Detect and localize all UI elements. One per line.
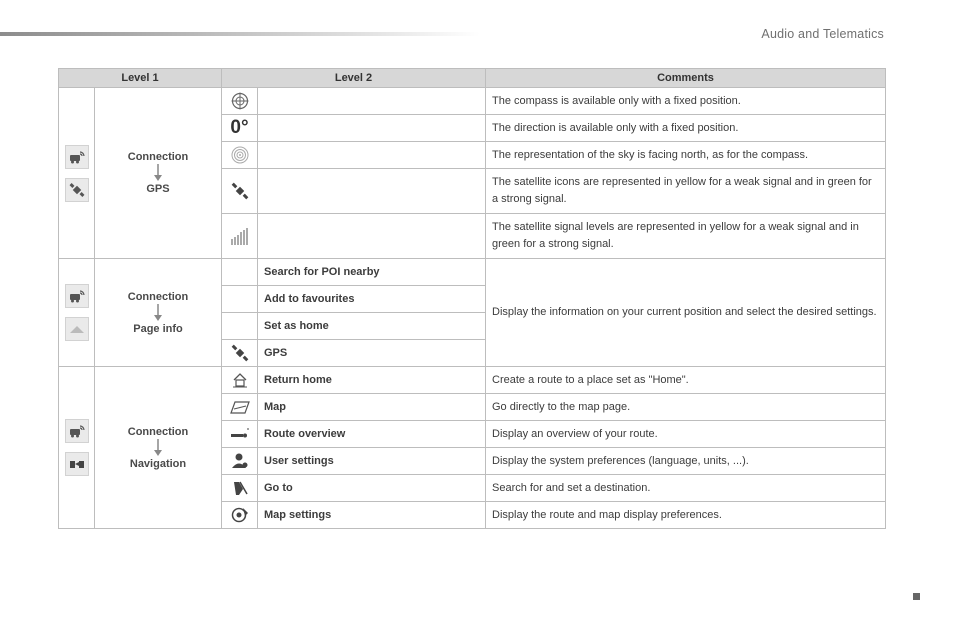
level2-label: Map settings — [258, 502, 486, 529]
level2-label — [258, 115, 486, 142]
level1-icons — [59, 367, 95, 529]
comment-cell: The direction is available only with a fixed position. — [486, 115, 886, 142]
level2-label — [258, 88, 486, 115]
empty-icon-cell — [222, 286, 258, 313]
map-icon — [222, 394, 258, 421]
satellite-icon — [222, 169, 258, 214]
table-row — [59, 88, 886, 115]
level2-label: GPS — [258, 340, 486, 367]
car-wifi-icon — [65, 145, 89, 169]
level1-label-bottom: GPS — [146, 183, 170, 195]
level2-label: Route overview — [258, 421, 486, 448]
sky-map-icon — [222, 142, 258, 169]
route-icon — [222, 421, 258, 448]
level2-label — [258, 214, 486, 259]
comment-cell: Create a route to a place set as "Home". — [486, 367, 886, 394]
level1-icons — [59, 88, 95, 259]
level2-label: User settings — [258, 448, 486, 475]
level1-label-top: Connection — [127, 290, 189, 303]
comment-cell: The compass is available only with a fixed position. — [486, 88, 886, 115]
degree-icon: 0° — [222, 115, 258, 142]
level2-label — [258, 169, 486, 214]
empty-icon-cell — [222, 259, 258, 286]
column-header-level2: Level 2 — [222, 69, 486, 88]
map-settings-icon — [222, 502, 258, 529]
column-header-level1: Level 1 — [59, 69, 222, 88]
header-stripe — [0, 32, 480, 36]
satellite-icon — [65, 178, 89, 202]
comment-cell: Display an overview of your route. — [486, 421, 886, 448]
comment-cell: Display the route and map display preferences. — [486, 502, 886, 529]
level1-label-bottom: Page info — [133, 322, 183, 335]
goto-icon — [222, 475, 258, 502]
comment-cell: Search for and set a destination. — [486, 475, 886, 502]
level1-label-cell — [95, 367, 222, 529]
level1-label-top: Connection — [127, 425, 189, 438]
position-arrow-icon — [65, 317, 89, 341]
column-header-comments: Comments — [486, 69, 886, 88]
level2-label: Search for POI nearby — [258, 259, 486, 286]
level1-icons — [59, 259, 95, 367]
page-marker — [913, 593, 920, 600]
level2-label: Map — [258, 394, 486, 421]
level2-label — [258, 142, 486, 169]
home-icon — [222, 367, 258, 394]
arrow-down-icon — [153, 439, 163, 457]
level2-label: Add to favourites — [258, 286, 486, 313]
comment-cell: The satellite signal levels are represented in yellow for a weak signal and in green for a strong signal. — [486, 214, 886, 259]
table-row — [59, 259, 886, 286]
arrow-down-icon — [153, 304, 163, 322]
user-settings-icon — [222, 448, 258, 475]
comment-cell: Go directly to the map page. — [486, 394, 886, 421]
page-header-title: Audio and Telematics — [761, 27, 884, 41]
level1-label-top: Connection — [127, 151, 189, 163]
level2-label: Set as home — [258, 313, 486, 340]
car-wifi-icon — [65, 419, 89, 443]
level1-label-cell — [95, 259, 222, 367]
comment-cell: Display the information on your current position and select the desired settings. — [486, 259, 886, 367]
level1-label-cell — [95, 88, 222, 259]
car-wifi-icon — [65, 284, 89, 308]
level1-label-bottom: Navigation — [129, 457, 187, 470]
level2-label: Return home — [258, 367, 486, 394]
signal-bars-icon — [222, 214, 258, 259]
table-row — [59, 367, 886, 394]
arrow-down-icon — [153, 164, 163, 182]
satellite-icon — [222, 340, 258, 367]
compass-icon — [222, 88, 258, 115]
comment-cell: Display the system preferences (language, units, ...). — [486, 448, 886, 475]
level2-label: Go to — [258, 475, 486, 502]
navigation-icon — [65, 452, 89, 476]
comment-cell: The representation of the sky is facing north, as for the compass. — [486, 142, 886, 169]
comment-cell: The satellite icons are represented in yellow for a weak signal and in green for a strong signal. — [486, 169, 886, 214]
function-table — [58, 68, 886, 529]
empty-icon-cell — [222, 313, 258, 340]
table-header-row — [59, 69, 886, 88]
